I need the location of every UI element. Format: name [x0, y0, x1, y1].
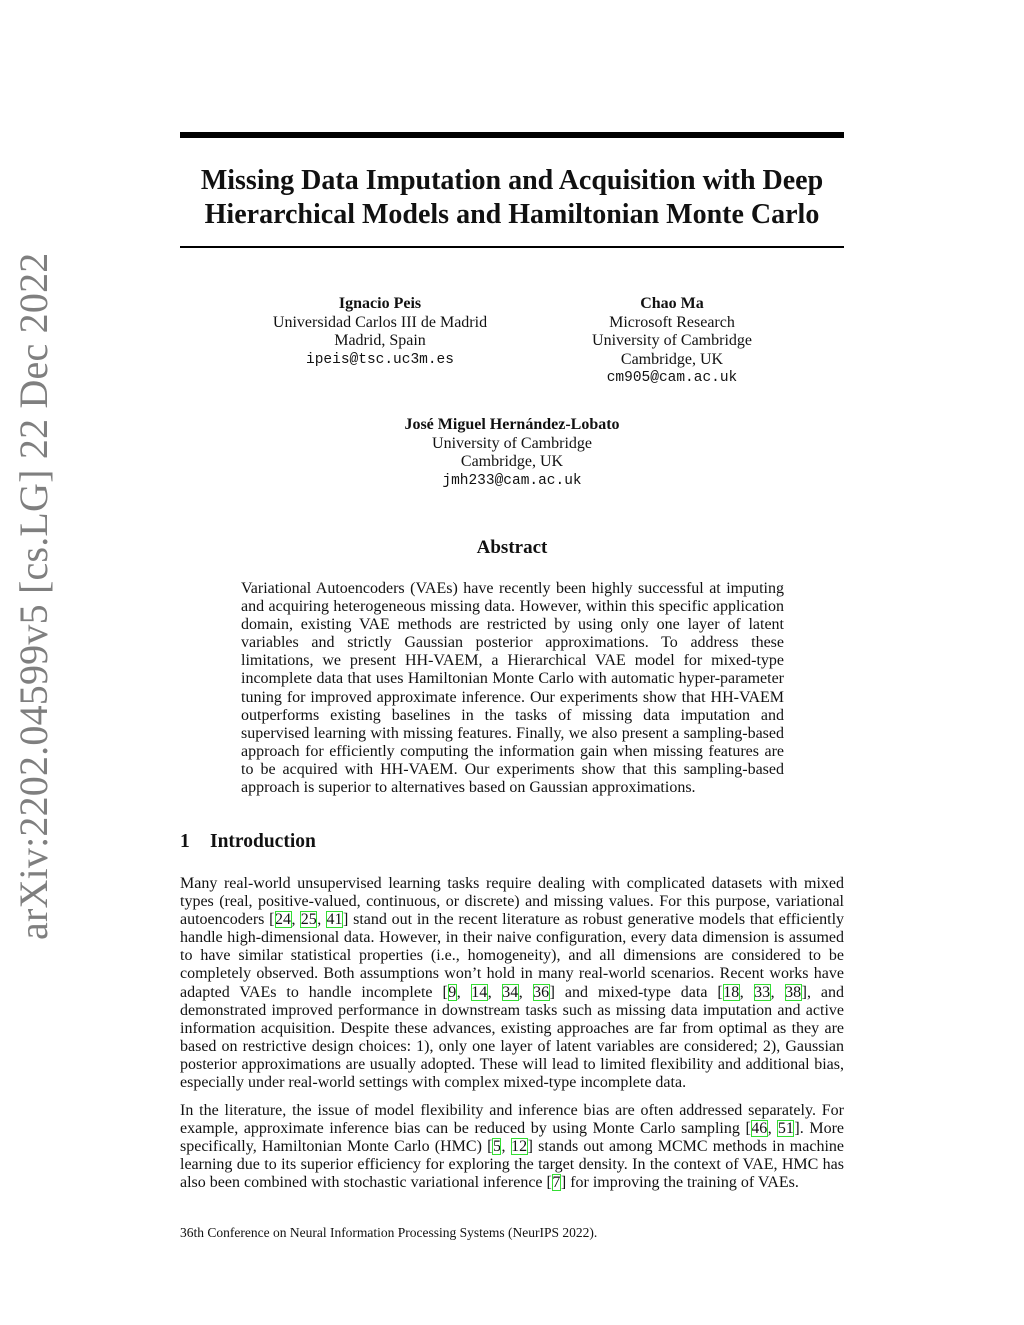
paragraph-text: ] for improving the training of VAEs.: [560, 1174, 799, 1192]
citation-link[interactable]: 46: [751, 1120, 768, 1138]
intro-paragraph-1: Many real-world unsupervised learning tasks require dealing with complicated datasets with mixed types (real, positive-valued, continuous, or discrete) and missing values. For this purpose, variational autoencoders [24, 25, 41] stand out in the recent literature as robust generative models that efficiently handle high-dimensional data. However, in their naive configuration, every data dimension is assumed to have similar statistical properties (i.e., homogeneity), and all dimensions are considered to be completely observed. Both assumptions won’t hold in many real-world scenarios. Recent works have adapted VAEs to handle incomplete [9, 14, 34, 36] and mixed-type data [18, 33, 38], and demonstrated improved performance in downstream tasks such as missing data imputation and active information acquisition. Despite these advances, existing approaches are far from optimal as they are based on restrictive design choices: 1), only one layer of latent variables are considered; 2), Gaussian posterior approximations are usually adopted. These will lead to limited flexibility and additional bias, especially under real-world settings with complex mixed-type incomplete data.: [180, 875, 845, 1092]
author-location: Cambridge, UK: [460, 453, 564, 470]
paragraph-text: ] and mixed-type data [: [549, 983, 723, 1001]
citation-link[interactable]: 14: [471, 983, 488, 1001]
abstract-heading: Abstract: [476, 537, 548, 558]
author-block: [572, 295, 772, 388]
citation-link[interactable]: 25: [300, 911, 317, 929]
paragraph-text: ]. More specifically, Hamiltonian Monte Carlo (HMC) [: [180, 1120, 845, 1156]
conference-footnote: 36th Conference on Neural Information Processing Systems (NeurIPS 2022).: [180, 1225, 598, 1240]
section-heading-introduction: [180, 831, 316, 853]
author-affiliation: University of Cambridge: [592, 332, 752, 349]
paragraph-text: In the literature, the issue of model flexibility and inference bias are often addressed separately. For example, approximate inference bias can be reduced by using Monte Carlo sampling [: [180, 1102, 844, 1138]
author-email[interactable]: cm905@cam.ac.uk: [606, 370, 738, 386]
citation-link[interactable]: 5: [492, 1138, 501, 1156]
citation-link[interactable]: 24: [275, 911, 291, 929]
author-affiliation: Universidad Carlos III de Madrid: [272, 313, 488, 331]
citation-link[interactable]: 7: [552, 1174, 561, 1192]
author-email[interactable]: ipeis@tsc.uc3m.es: [306, 351, 454, 368]
citation-link[interactable]: 33: [754, 983, 771, 1001]
author-block: [250, 295, 510, 369]
author-email[interactable]: jmh233@cam.ac.uk: [442, 472, 582, 489]
paragraph-text: ], and demonstrated improved performance in downstream tasks such as missing data imputation and active information acquisition. Despite these advances, existing approaches are far from optimal as they are based on restrictive design choices: 1), only one layer of latent variables are considered; 2), Gaussian posterior approximations are usually adopted. These will lead to limited flexibility and additional bias, especially under real-world settings with complex mixed-type incomplete data.: [180, 983, 845, 1092]
citation-link[interactable]: 36: [533, 983, 550, 1001]
abstract-text: Variational Autoencoders (VAEs) have recently been highly successful at imputing and acquiring heterogeneous missing data. However, within this specific application domain, existing VAE methods are restricted by using only one layer of latent variables and strictly Gaussian posterior approximations. To address these limitations, we present HH-VAEM, a Hierarchical VAE model for mixed-type incomplete data that uses Hamiltonian Monte Carlo with automatic hyper-parameter tuning for improved approximate inference. Our experiments show that HH-VAEM outperforms existing baselines in the tasks of missing data imputation and supervised learning with missing features. Finally, we also present a sampling-based approach for efficiently computing the information gain when missing features are to be acquired with HH-VAEM. Our experiments show that this sampling-based approach is superior to alternatives based on Gaussian approximations.: [241, 580, 784, 797]
section-number: 1: [180, 831, 190, 852]
citation-link[interactable]: 38: [785, 983, 802, 1001]
title-bottom-rule: [180, 246, 844, 248]
author-location: Cambridge, UK: [620, 350, 724, 368]
author-block: [362, 416, 662, 490]
author-name: Ignacio Peis: [338, 295, 422, 312]
author-name: Chao Ma: [640, 295, 704, 312]
title-top-rule: [180, 132, 844, 138]
paper-title: Missing Data Imputation and Acquisition with Deep Hierarchical Models and Hamiltonian Monte Carlo: [200, 165, 824, 230]
author-affiliation: Microsoft Research: [609, 313, 735, 331]
intro-paragraph-2: In the literature, the issue of model flexibility and inference bias are often addressed separately. For example, approximate inference bias can be reduced by using Monte Carlo sampling [46, 51]. More specifically, Hamiltonian Monte Carlo (HMC) [5, 12] stands out among MCMC methods in machine learning due to its superior efficiency for exploring the target density. In the context of VAE, HMC has also been combined with stochastic variational inference [7] for improving the training of VAEs.: [180, 1102, 845, 1192]
citation-link[interactable]: 12: [511, 1138, 528, 1156]
paragraph-text: ] stands out among MCMC methods in machine learning due to its superior efficiency for exploring the target density. In the context of VAE, HMC has also been combined with stochastic variational inference [: [180, 1138, 844, 1192]
author-location: Madrid, Spain: [334, 332, 426, 349]
arxiv-identifier-stamp: arXiv:2202.04599v5 [cs.LG] 22 Dec 2022: [11, 252, 56, 940]
citation-link[interactable]: 34: [502, 983, 519, 1001]
citation-link[interactable]: 18: [723, 983, 740, 1001]
author-affiliation: University of Cambridge: [432, 434, 592, 452]
citation-link[interactable]: 51: [777, 1120, 794, 1138]
citation-link[interactable]: 9: [448, 983, 457, 1001]
paragraph-text: Many real-world unsupervised learning tasks require dealing with complicated datasets with mixed types (real, positive-valued, continuous, or discrete) and missing values. For this purpose, variational autoencoders [: [180, 875, 844, 929]
paragraph-text: ] stand out in the recent literature as robust generative models that efficiently handle high-dimensional data. However, in their naive configuration, every data dimension is assumed to have similar statistical properties (i.e., homogeneity), and all dimensions are considered to be completely observed. Both assumptions won’t hold in many real-world scenarios. Recent works have adapted VAEs to handle incomplete [: [180, 911, 845, 1001]
author-name: José Miguel Hernández-Lobato: [404, 416, 620, 433]
section-title: Introduction: [210, 831, 316, 852]
citation-link[interactable]: 41: [326, 911, 343, 929]
